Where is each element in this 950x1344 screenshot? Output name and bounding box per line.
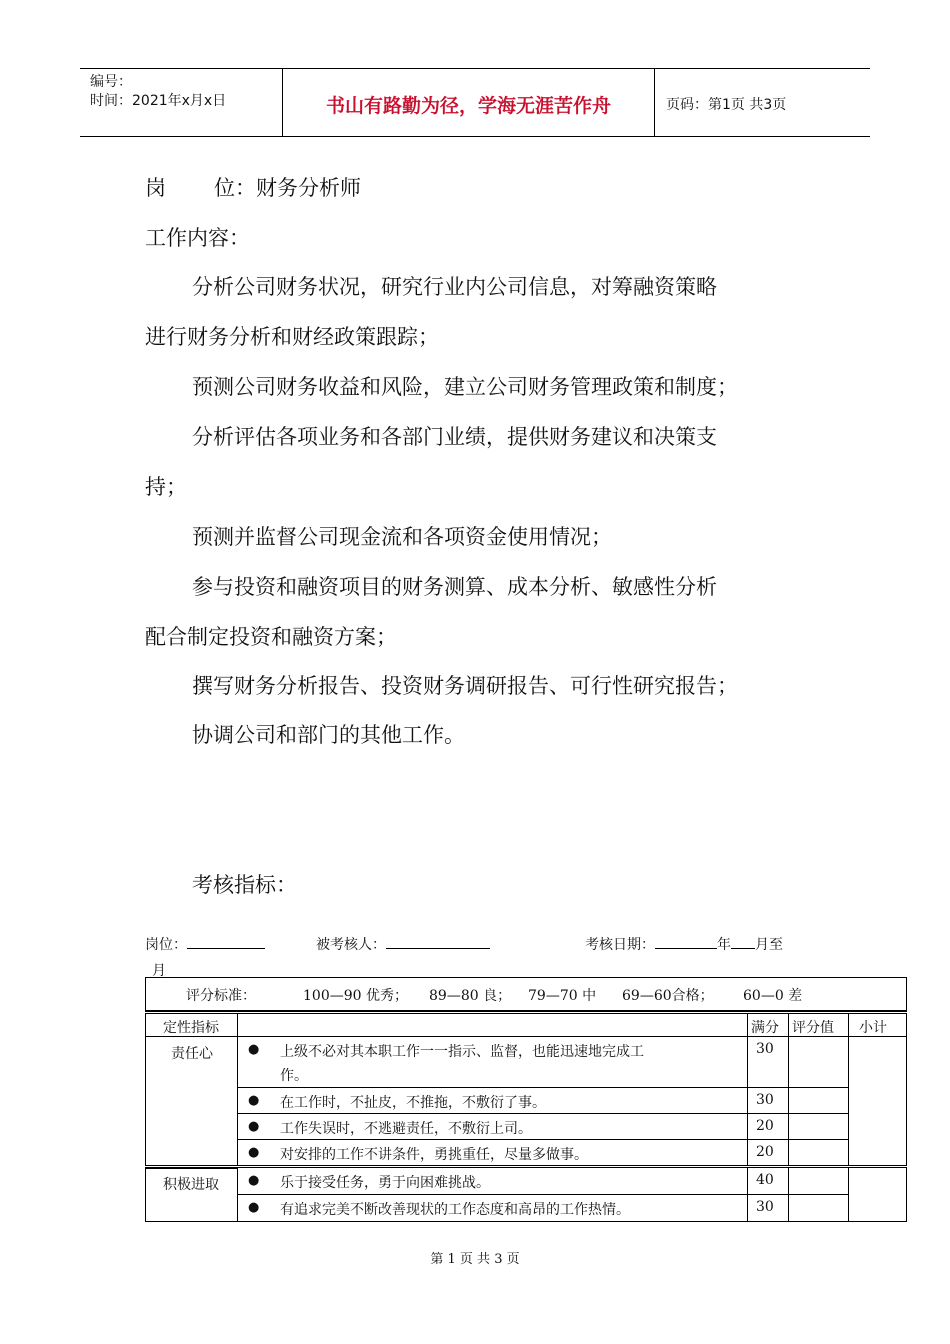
score-cell (747, 1036, 789, 1088)
divider (654, 69, 655, 136)
month-blank[interactable] (731, 936, 755, 949)
position-value: 位：财务分析师 (214, 176, 361, 200)
rating-cell[interactable] (788, 1139, 849, 1166)
assessee-field[interactable] (316, 934, 490, 954)
score-cell (747, 1087, 789, 1114)
page-footer: 第 1 页 共 3 页 (430, 1252, 520, 1267)
date-label: 考核日期： (585, 937, 655, 953)
col-header (145, 1013, 238, 1037)
year-blank[interactable] (655, 936, 717, 949)
standard-item: 89—80 良； (429, 988, 512, 1004)
full-score: 20 (756, 1144, 774, 1160)
col-header-label: 小计 (859, 1020, 887, 1036)
standard-item: 79—70 中 (528, 988, 597, 1004)
duty-line: 分析评估各项业务和各部门业绩，提供财务建议和决策支 (192, 425, 717, 449)
table-row (237, 1139, 748, 1166)
post-label: 岗位： (145, 937, 187, 953)
standard-item: 69—60合格； (622, 988, 714, 1004)
row-text: 有追求完美不断改善现状的工作态度和高昂的工作热情。 (280, 1202, 630, 1218)
full-score: 30 (756, 1199, 774, 1215)
rating-cell[interactable] (788, 1113, 849, 1140)
group-name-cell (145, 1036, 238, 1166)
bullet-icon: ● (248, 1200, 260, 1215)
row-text: 工作失误时，不逃避责任，不敷衍上司。 (280, 1121, 532, 1137)
post-field[interactable] (145, 934, 265, 954)
time-label: 时间：2021年x月x日 (90, 93, 227, 109)
table-row (237, 1194, 748, 1222)
month-to-label: 月至 (755, 937, 783, 953)
assessee-blank[interactable] (386, 936, 490, 949)
duty-line: 持； (145, 475, 187, 499)
bullet-icon: ● (248, 1145, 260, 1160)
page-info: 页码：第1页 共3页 (666, 97, 787, 113)
standard-item: 100—90 优秀； (303, 988, 408, 1004)
duty-line: 进行财务分析和财经政策跟踪； (145, 325, 439, 349)
score-cell (747, 1167, 789, 1195)
month-label: 月 (152, 963, 166, 979)
rating-cell[interactable] (788, 1087, 849, 1114)
subtotal-cell[interactable] (848, 1036, 907, 1166)
duty-line: 配合制定投资和融资方案； (145, 625, 397, 649)
standard-label: 评分标准： (186, 988, 256, 1004)
col-header (237, 1013, 748, 1037)
full-score: 30 (756, 1092, 774, 1108)
scoring-standard-row (145, 977, 907, 1012)
rating-cell[interactable] (788, 1036, 849, 1088)
row-text: 上级不必对其本职工作一一指示、监督，也能迅速地完成工 (280, 1044, 644, 1060)
rating-cell[interactable] (788, 1194, 849, 1222)
bullet-icon: ● (248, 1093, 260, 1108)
row-text: 对安排的工作不讲条件，勇挑重任，尽量多做事。 (280, 1147, 588, 1163)
duty-line: 预测并监督公司现金流和各项资金使用情况； (192, 525, 612, 549)
duty-line: 分析公司财务状况，研究行业内公司信息，对筹融资策略 (192, 275, 717, 299)
number-label: 编号： (90, 74, 132, 90)
col-header-label: 定性指标 (163, 1020, 219, 1036)
page-header (80, 68, 870, 137)
table-row (237, 1087, 748, 1114)
duties-title: 工作内容： (145, 226, 250, 250)
row-text: 乐于接受任务，勇于向困难挑战。 (280, 1175, 490, 1191)
group-name-cell (145, 1167, 238, 1222)
assessee-label: 被考核人： (316, 937, 386, 953)
full-score: 30 (756, 1041, 774, 1057)
group-name: 积极进取 (163, 1177, 219, 1193)
full-score: 20 (756, 1118, 774, 1134)
bullet-icon: ● (248, 1119, 260, 1134)
col-header-label: 满分 (751, 1020, 779, 1036)
col-header (788, 1013, 849, 1037)
full-score: 40 (756, 1172, 774, 1188)
col-header-label: 评分值 (792, 1020, 834, 1036)
table-row (237, 1113, 748, 1140)
kpi-title: 考核指标： (192, 873, 297, 897)
position-line (145, 172, 361, 202)
table-row (237, 1167, 748, 1195)
bullet-icon: ● (248, 1042, 260, 1057)
duty-line: 预测公司财务收益和风险，建立公司财务管理政策和制度； (192, 375, 738, 399)
post-blank[interactable] (187, 936, 265, 949)
bullet-icon: ● (248, 1173, 260, 1188)
duty-line: 协调公司和部门的其他工作。 (192, 723, 465, 747)
score-cell (747, 1113, 789, 1140)
group-name: 责任心 (171, 1046, 213, 1062)
header-meta (90, 73, 280, 111)
col-header (848, 1013, 907, 1037)
duty-line: 撰写财务分析报告、投资财务调研报告、可行性研究报告； (192, 674, 738, 698)
standard-item: 60—0 差 (743, 988, 803, 1004)
date-field[interactable] (585, 934, 783, 954)
position-label: 岗 (145, 176, 166, 200)
year-label: 年 (717, 937, 731, 953)
col-header (747, 1013, 789, 1037)
subtotal-cell[interactable] (848, 1167, 907, 1222)
score-cell (747, 1194, 789, 1222)
table-row (237, 1036, 748, 1088)
row-text: 在工作时，不扯皮，不推拖，不敷衍了事。 (280, 1095, 546, 1111)
row-text: 作。 (280, 1068, 308, 1084)
duty-line: 参与投资和融资项目的财务测算、成本分析、敏感性分析 (192, 575, 717, 599)
rating-cell[interactable] (788, 1167, 849, 1195)
header-motto: 书山有路勤为径，学海无涯苦作舟 (325, 95, 611, 117)
score-cell (747, 1139, 789, 1166)
